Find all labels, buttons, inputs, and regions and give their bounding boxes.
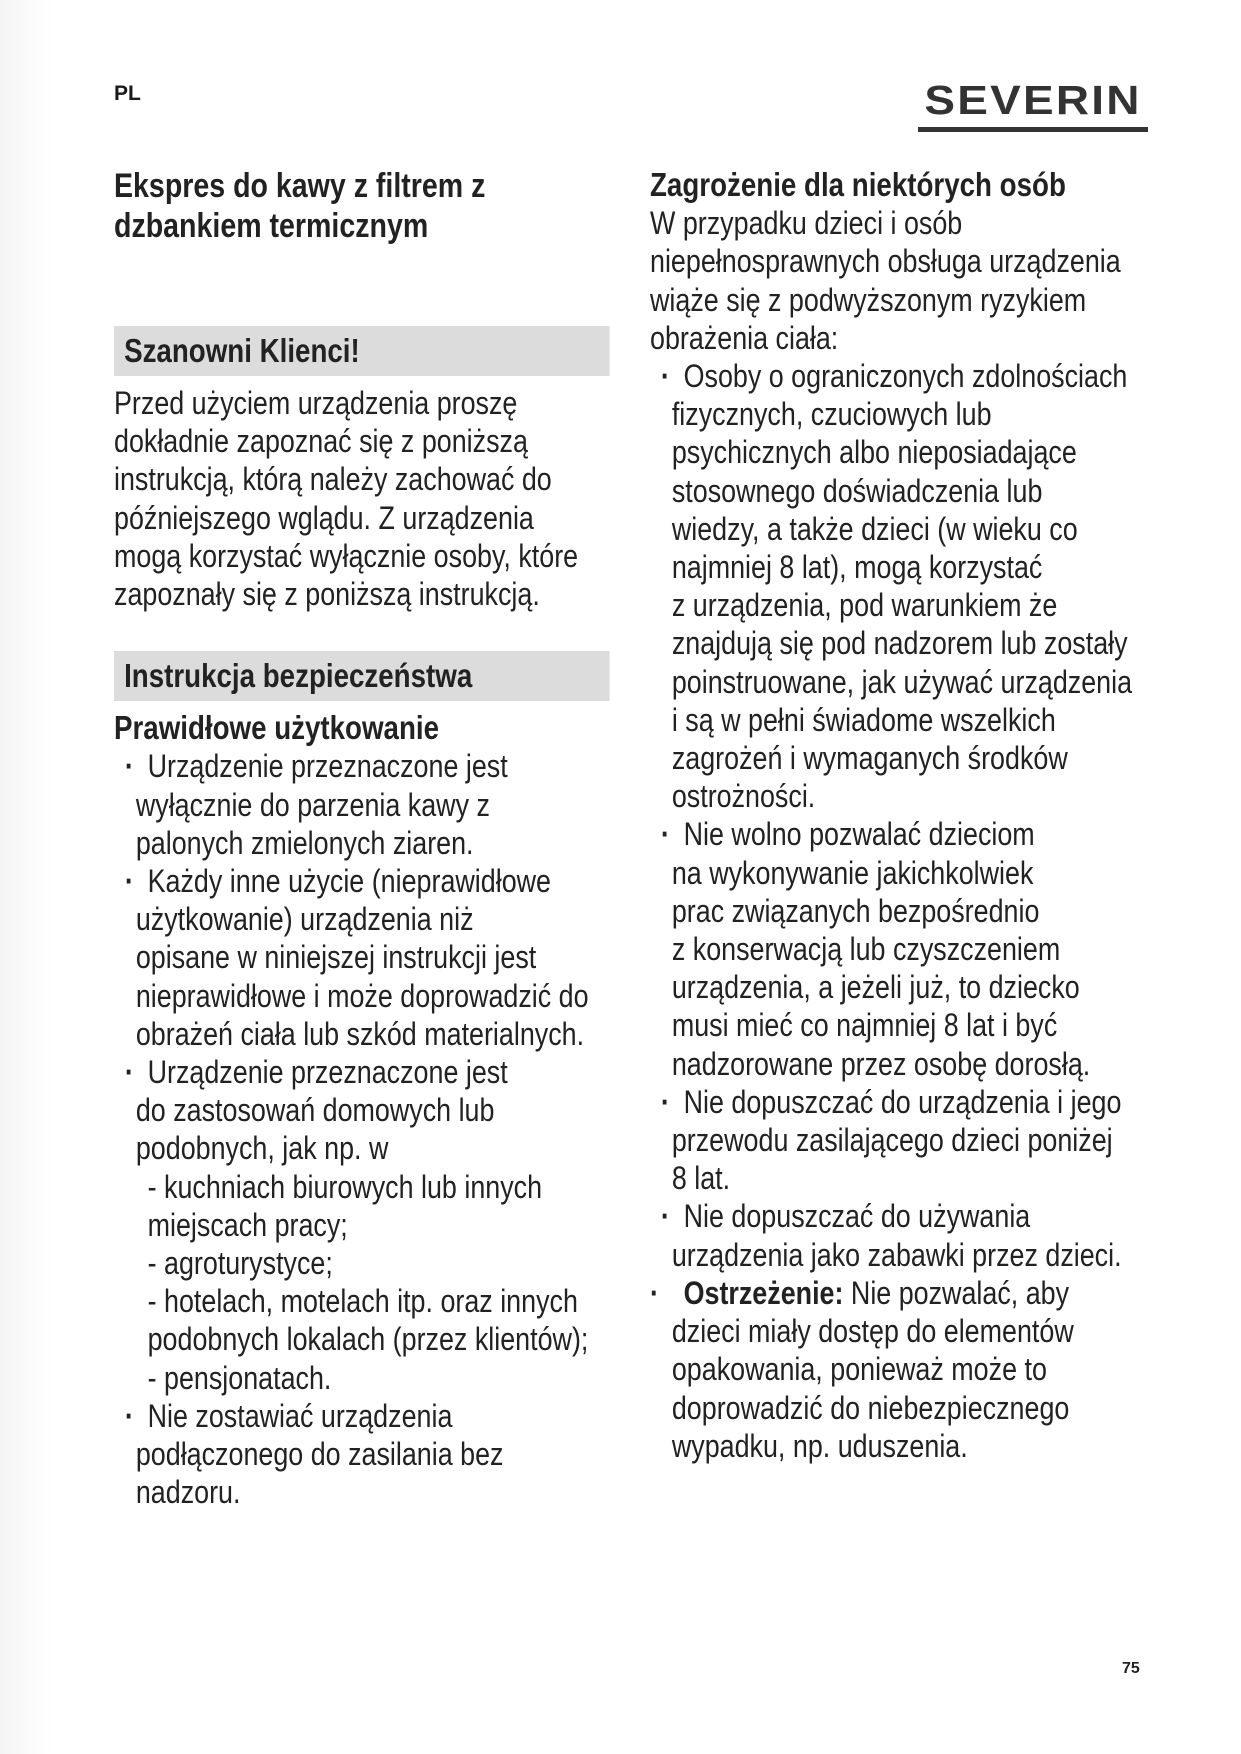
list-item: · Każdy inne użycie (nieprawidłowe użytkowanie) urządzenia niż opisane w niniejszej instrukcji jest nieprawidłowe i może doprowadzić do obrażeń ciała lub szkód materialnych. [124,863,589,1052]
right-column [650,166,1154,1465]
bullet-icon: · [660,1083,670,1120]
list-item: · Nie zostawiać urządzenia podłączonego do zasilania bez nadzoru. [124,1397,504,1511]
bullet-icon: · [650,1274,659,1311]
intro-paragraph: Przed użyciem urządzenia proszę dokładnie zapoznać się z poniższą instrukcją, którą należy zachować do późniejszego wglądu. Z urządzenia mogą korzystać wyłącznie osoby, które zapoznały się z poniższą instrukcją. [114,385,579,613]
list-item: · Urządzenie przeznaczone jest wyłącznie do parzenia kawy z palonych zmielonych ziaren. [124,748,508,861]
proper-use-list [114,747,610,1511]
bullet-icon: · [660,358,670,395]
document-title: Ekspres do kawy z filtrem z dzbankiem termicznym [114,167,486,245]
bullet-icon: · [124,748,134,785]
list-item: · Nie dopuszczać do używania urządzenia jako zabawki przez dzieci. [660,1198,1122,1273]
section-heading-dear-customers: Szanowni Klienci! [114,326,610,376]
page-edge-shadow [0,0,52,1754]
risk-intro-paragraph: W przypadku dzieci i osób niepełnosprawnych obsługa urządzenia wiąże się z podwyższonym ryzykiem obrażenia ciała: [650,205,1121,356]
list-item: · Urządzenie przeznaczone jest do zastosowań domowych lub podobnych, jak np. w - kuchniach biurowych lub innych miejscach pracy; - agroturystyce; - hotelach, motelach itp. oraz innych podobnych lokalach (przez klientów); - pensjonatach. [114,1053,610,1397]
heading-risk-groups: Zagrożenie dla niektórych osób [650,166,1066,203]
bullet-icon: · [124,1054,134,1091]
warning-label: Ostrzeżenie: [683,1274,844,1311]
warning-item: · Ostrzeżenie: Nie pozwalać, aby dzieci miały dostęp do elementów opakowania, ponieważ może to doprowadzić do niebezpiecznego wypadku, np. uduszenia. [650,1274,1074,1464]
risk-list [650,357,1154,1465]
bullet-icon: · [660,816,670,853]
subheading-proper-use: Prawidłowe użytkowanie [114,709,440,747]
list-item: · Nie wolno pozwalać dzieciom na wykonywanie jakichkolwiek prac związanych bezpośrednio z konserwacją lub czyszczeniem urządzenia, a jeżeli już, to dziecko musi mieć co najmniej 8 lat i być nadzorowane przez osobę dorosłą. [660,816,1091,1082]
bullet-icon: · [124,863,134,900]
left-column [114,166,610,1511]
list-item: · Osoby o ograniczonych zdolnościach fizycznych, czuciowych lub psychicznych albo nieposiadające stosownego doświadczenia lub wiedzy, a także dzieci (w wieku co najmniej 8 lat), mogą korzystać z urządzenia, pod warunkiem że znajdują się pod nadzorem lub zostały poinstruowane, jak używać urządzenia i są w pełni świadome wszelkich zagrożeń i wymaganych środków ostrożności. [660,358,1133,815]
bullet-icon: · [124,1397,134,1434]
logo-underline [918,127,1148,132]
sub-list: - kuchniach biurowych lub innych miejscach pracy; - agroturystyce; - hotelach, motelach itp. oraz innych podobnych lokalach (przez klientów); - pensjonatach. [147,1168,589,1396]
list-item: · Nie dopuszczać do urządzenia i jego przewodu zasilającego dzieci poniżej 8 lat. [660,1083,1122,1197]
page-number: 75 [1122,1660,1140,1677]
severin-logo [918,77,1148,132]
section-heading-safety: Instrukcja bezpieczeństwa [114,651,610,701]
language-code: PL [114,82,141,105]
bullet-icon: · [660,1198,670,1235]
brand-name: SEVERIN [924,77,1142,123]
